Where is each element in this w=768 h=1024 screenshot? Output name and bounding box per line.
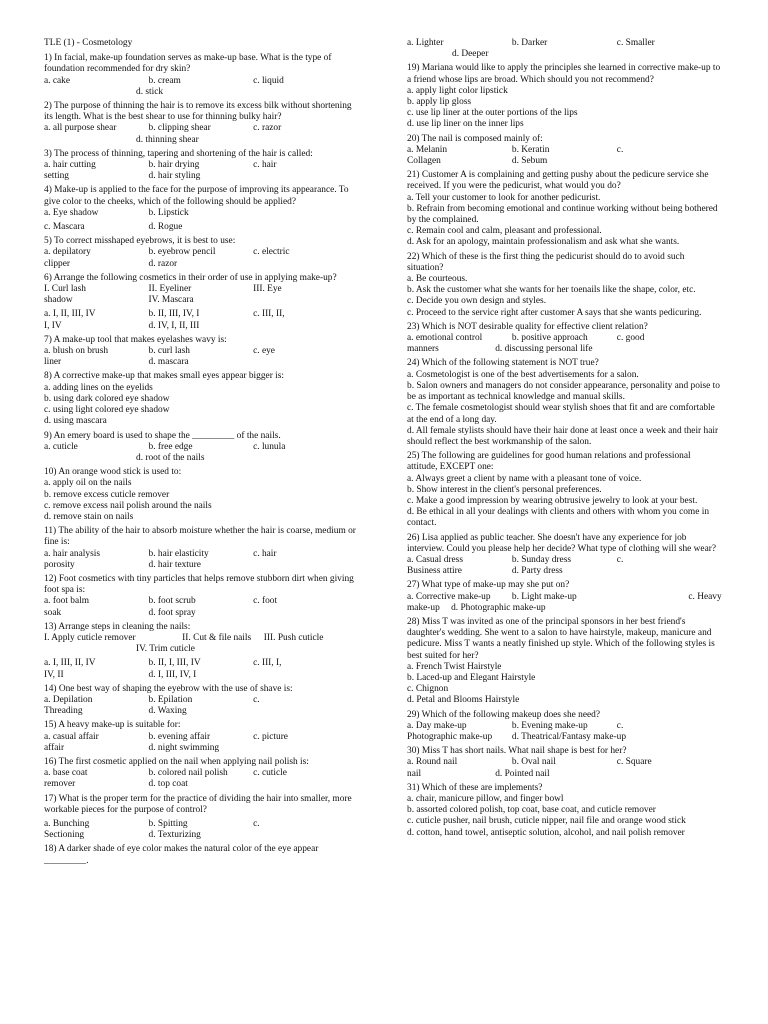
question-21 xyxy=(407,170,722,248)
option-c: c. lunula xyxy=(253,441,286,452)
option-c-continued: liner xyxy=(44,357,62,368)
option-a: a. cake xyxy=(44,75,71,86)
option-c-continued: Sectioning xyxy=(44,830,85,841)
option-c-continued: porosity xyxy=(44,559,75,570)
option-b: b. assorted colored polish, top coat, base coat, and cuticle remover xyxy=(407,805,656,816)
option-c-continued: Photographic make-up xyxy=(407,731,493,742)
option-c: c. cuticle pusher, nail brush, cuticle nipper, nail file and orange wood stick xyxy=(407,816,686,827)
question-14 xyxy=(44,684,358,718)
option-c: c. eye xyxy=(253,346,275,357)
question-2 xyxy=(44,101,358,146)
question-stem: 9) An emery board is used to shape the _________ of the nails. xyxy=(44,430,281,441)
option-d: d. hair styling xyxy=(148,171,201,182)
option-c: c. xyxy=(616,554,624,565)
option-c-continued: Threading xyxy=(44,706,83,717)
question-31 xyxy=(407,783,722,839)
option-a: a. chair, manicure pillow, and finger bowl xyxy=(407,794,564,804)
option-d: d. Theatrical/Fantasy make-up xyxy=(511,731,627,742)
question-stem: 8) A corrective make-up that makes small eyes appear bigger is: xyxy=(44,371,285,382)
option-b: b. Ask the customer what she wants for her toenails like the shape, color, etc. xyxy=(407,285,696,296)
option-b: b. II, I, III, IV xyxy=(148,658,201,669)
option-b: b. curl lash xyxy=(148,346,190,357)
option-a: a. Corrective make-up xyxy=(407,591,491,602)
question-10 xyxy=(44,467,358,523)
option-a: a. apply oil on the nails xyxy=(44,478,132,489)
option-d: d. Petal and Blooms Hairstyle xyxy=(407,695,520,706)
option-c-continued: setting xyxy=(44,171,69,182)
option-a: a. blush on brush xyxy=(44,346,109,357)
left-column xyxy=(44,38,358,870)
question-20 xyxy=(407,134,722,168)
question-stem: 20) The nail is composed mainly of: xyxy=(407,133,543,144)
option-c: c. xyxy=(253,694,260,705)
item-i: I. Apply cuticle remover xyxy=(44,632,136,643)
item-i: I. Curl lash xyxy=(44,284,86,295)
option-a: a. hair analysis xyxy=(44,548,100,559)
page-title: TLE (1) - Cosmetology xyxy=(44,38,133,48)
option-c: c. Chignon xyxy=(407,684,449,695)
item-iv: IV. Trim cuticle xyxy=(136,644,195,655)
option-d: d. Be ethical in all your dealings with clients and others with whom you come in contact. xyxy=(407,507,710,529)
option-c: c. Smaller xyxy=(616,38,655,48)
question-19 xyxy=(407,63,722,130)
option-b: b. eyebrow pencil xyxy=(148,247,216,258)
option-a: a. emotional control xyxy=(407,333,483,344)
option-d: d. foot spray xyxy=(148,607,196,618)
option-b: b. Show interest in the client's personal preferences. xyxy=(407,484,602,495)
question-stem: 24) Which of the following statement is NOT true? xyxy=(407,358,599,369)
option-a: a. base coat xyxy=(44,768,88,779)
option-a: a. Cosmetologist is one of the best advertisements for a salon. xyxy=(407,369,639,380)
option-d: d. thinning shear xyxy=(136,134,199,145)
question-stem: 19) Mariana would like to apply the principles she learned in corrective make-up to a friend whose lips are broad. Which should you not recommend? xyxy=(407,63,721,85)
option-d: d. Waxing xyxy=(148,706,187,717)
option-b: b. Light make-up xyxy=(511,591,577,602)
question-stem: 22) Which of these is the first thing the pedicurist should do to avoid such situation? xyxy=(407,251,685,273)
option-a: a. Bunching xyxy=(44,819,90,829)
question-23 xyxy=(407,322,722,356)
question-stem: 28) Miss T was invited as one of the principal sponsors in her best friend's daughter's wedding. She went to a salon to have hairstyle, makeup, manicure and pedicure. Miss T wants a neatly finished up style. Which of the following styles is best suited for her? xyxy=(407,616,715,661)
item-iii: III. Eye xyxy=(253,284,282,295)
option-a: a. hair cutting xyxy=(44,160,96,171)
item-ii: II. Eyeliner xyxy=(148,284,192,295)
option-c: c. Remain cool and calm, pleasant and professional. xyxy=(407,226,602,237)
question-stem: 10) An orange wood stick is used to: xyxy=(44,467,182,478)
question-5 xyxy=(44,236,358,270)
item-iii: III. Push cuticle xyxy=(263,632,324,643)
option-c-continued: Collagen xyxy=(407,156,441,167)
option-d: d. use lip liner on the inner lips xyxy=(407,119,524,130)
question-18 xyxy=(44,844,358,866)
option-c: c. hair xyxy=(253,160,277,171)
option-a: a. Lighter xyxy=(407,38,444,48)
option-c: c. Mascara xyxy=(44,222,85,233)
question-8 xyxy=(44,371,358,427)
question-stem: 29) Which of the following makeup does she need? xyxy=(407,709,601,720)
question-stem: 23) Which is NOT desirable quality for effective client relation? xyxy=(407,321,648,332)
option-c-continued: remover xyxy=(44,779,76,790)
option-d: d. Party dress xyxy=(511,566,563,577)
option-d: d. night swimming xyxy=(148,742,220,753)
option-a: a. Depilation xyxy=(44,694,93,705)
option-b: b. Darker xyxy=(511,38,548,48)
option-b: b. colored nail polish xyxy=(148,768,228,779)
question-1 xyxy=(44,53,358,98)
option-d: d. discussing personal life xyxy=(495,344,593,355)
option-c: c. III, I, xyxy=(253,658,282,669)
option-c: c. electric xyxy=(253,247,290,258)
question-stem: 17) What is the proper term for the practice of dividing the hair into smaller, more workable pieces for the purpose of control? xyxy=(44,793,352,815)
question-stem: 25) The following are guidelines for good human relations and professional attitude, EXCEPT one: xyxy=(407,451,691,473)
question-24 xyxy=(407,358,722,448)
question-16 xyxy=(44,757,358,791)
option-c-continued: manners xyxy=(407,344,439,355)
option-c: c. xyxy=(616,144,624,155)
option-a: a. foot balm xyxy=(44,596,90,607)
question-stem: 3) The process of thinning, tapering and shortening of the hair is called: xyxy=(44,148,313,159)
option-b: b. Epilation xyxy=(148,694,193,705)
option-c-continued: clipper xyxy=(44,258,71,269)
option-c: c. xyxy=(616,720,624,731)
option-a: a. French Twist Hairstyle xyxy=(407,661,502,672)
option-d: d. top coat xyxy=(148,779,188,790)
option-c-continued: I, IV xyxy=(44,320,62,331)
option-c: c. picture xyxy=(253,731,288,742)
option-c: c. remove excess nail polish around the nails xyxy=(44,500,212,511)
question-25 xyxy=(407,451,722,529)
option-a: a. Eye shadow xyxy=(44,207,99,218)
option-b: b. II, III, IV, I xyxy=(148,309,200,320)
option-b: b. Keratin xyxy=(511,144,550,155)
question-27 xyxy=(407,580,722,614)
option-d: d. Photographic make-up xyxy=(451,602,546,613)
option-c: c. liquid xyxy=(253,75,284,86)
option-b: b. Refrain from becoming emotional and continue working without being bothered by the complained. xyxy=(407,203,718,226)
option-b: b. positive approach xyxy=(511,333,588,344)
option-d: d. Pointed nail xyxy=(495,768,550,779)
question-stem: 16) The first cosmetic applied on the nail when applying nail polish is: xyxy=(44,756,309,767)
option-b: b. Spitting xyxy=(148,819,188,829)
question-22 xyxy=(407,252,722,319)
option-c-continued: IV, II xyxy=(44,669,64,680)
option-d: d. razor xyxy=(148,258,178,269)
option-a: a. I, II, III, IV xyxy=(44,309,96,320)
option-c-continued: nail xyxy=(407,768,422,779)
option-a: a. Round nail xyxy=(407,757,458,768)
question-7 xyxy=(44,335,358,369)
option-c: c. using light colored eye shadow xyxy=(44,405,170,416)
question-3 xyxy=(44,149,358,183)
option-c: c. The female cosmetologist should wear stylish shoes that fit and are comfortable at the end of a long day. xyxy=(407,403,715,425)
question-18-options xyxy=(407,38,722,60)
option-d: d. stick xyxy=(136,86,164,97)
option-b: b. Laced-up and Elegant Hairstyle xyxy=(407,672,536,683)
option-a: a. I, III, II, IV xyxy=(44,658,96,669)
option-c: c. hair xyxy=(253,548,277,559)
question-stem: 26) Lisa applied as public teacher. She doesn't have any experience for job interview. Could you please help her decide? What type of clothing will she wear? xyxy=(407,532,717,554)
question-stem: 4) Make-up is applied to the face for the purpose of improving its appearance. To give color to the cheeks, which of the following should be applied? xyxy=(44,185,349,207)
option-c: c. Heavy xyxy=(688,591,722,602)
option-d: d. root of the nails xyxy=(136,452,205,463)
question-26 xyxy=(407,533,722,578)
option-c: c. cuticle xyxy=(253,768,287,779)
question-28 xyxy=(407,617,722,707)
option-c: c. Make a good impression by wearing obtrusive jewelry to look at your best. xyxy=(407,495,698,506)
question-stem: 1) In facial, make-up foundation serves as make-up base. What is the type of foundation recommended for dry skin? xyxy=(44,53,332,75)
option-d: d. Rogue xyxy=(148,222,183,233)
option-a: a. casual affair xyxy=(44,731,99,742)
question-stem: 18) A darker shade of eye color makes the natural color of the eye appear _________. xyxy=(44,844,319,866)
option-d: d. All female stylists should have their hair done at least once a week and their hair should reflect the best workmanship of the salon. xyxy=(407,425,719,447)
question-stem: 27) What type of make-up may she put on? xyxy=(407,580,570,591)
option-d: d. Texturizing xyxy=(148,830,201,841)
question-stem: 14) One best way of shaping the eyebrow with the use of shave is: xyxy=(44,683,293,694)
option-d: d. Ask for an apology, maintain professionalism and ask what she wants. xyxy=(407,237,680,248)
question-stem: 7) A make-up tool that makes eyelashes wavy is: xyxy=(44,334,227,345)
question-15 xyxy=(44,720,358,754)
question-stem: 13) Arrange steps in cleaning the nails: xyxy=(44,621,191,632)
option-b: b. Evening make-up xyxy=(511,720,588,731)
option-d: d. using mascara xyxy=(44,416,107,427)
question-stem: 30) Miss T has short nails. What nail shape is best for her? xyxy=(407,746,627,757)
option-a: a. Always greet a client by name with a pleasant tone of voice. xyxy=(407,473,642,484)
option-a: a. Be courteous. xyxy=(407,274,468,285)
question-stem: 2) The purpose of thinning the hair is to remove its excess bilk without shortening its length. What is the best shear to use for thinning bulky hair? xyxy=(44,101,352,123)
question-4 xyxy=(44,185,358,233)
option-b: b. remove excess cuticle remover xyxy=(44,489,170,500)
option-d: d. mascara xyxy=(148,357,189,368)
option-a: a. Tell your customer to look for another pedicurist. xyxy=(407,192,601,203)
item-ii: II. Cut & file nails xyxy=(182,632,252,643)
option-d: c. Proceed to the service right after customer A says that she wants pedicuring. xyxy=(407,307,702,318)
option-d: d. IV, I, II, III xyxy=(148,320,200,331)
question-stem: 12) Foot cosmetics with tiny particles that helps remove stubborn dirt when giving foot spa is: xyxy=(44,573,354,596)
question-stem: 6) Arrange the following cosmetics in their order of use in applying make-up? xyxy=(44,272,337,283)
option-b: b. foot scrub xyxy=(148,596,196,607)
option-c: c. xyxy=(253,819,260,829)
question-17 xyxy=(44,794,358,842)
question-stem: 31) Which of these are implements? xyxy=(407,782,543,793)
question-stem: 15) A heavy make-up is suitable for: xyxy=(44,720,181,731)
option-a: a. depilatory xyxy=(44,247,91,258)
option-b: b. cream xyxy=(148,75,181,86)
option-c-continued: make-up xyxy=(407,602,440,613)
question-stem: 5) To correct misshaped eyebrows, it is best to use: xyxy=(44,236,236,247)
option-b: b. hair drying xyxy=(148,160,200,171)
question-stem: 21) Customer A is complaining and getting pushy about the pedicure service she received. If you were the pedicurist, what would you do? xyxy=(407,170,709,192)
question-13 xyxy=(44,622,358,681)
question-11 xyxy=(44,526,358,571)
option-b: b. Lipstick xyxy=(148,207,189,218)
option-a: a. Melanin xyxy=(407,144,448,155)
option-d: d. Sebum xyxy=(511,156,548,167)
question-stem: 11) The ability of the hair to absorb moisture whether the hair is coarse, medium or fine is: xyxy=(44,526,356,548)
option-a: a. Casual dress xyxy=(407,554,463,565)
option-c-continued: affair xyxy=(44,742,65,753)
option-b: b. Oval nail xyxy=(511,757,556,768)
option-d: d. cotton, hand towel, antiseptic solution, alcohol, and nail polish remover xyxy=(407,827,685,838)
option-b: b. Sunday dress xyxy=(511,554,572,565)
option-a: a. Day make-up xyxy=(407,720,467,731)
option-d: d. remove stain on nails xyxy=(44,511,134,522)
option-a: a. cuticle xyxy=(44,441,78,452)
item-iv: IV. Mascara xyxy=(148,295,194,306)
option-b: b. hair elasticity xyxy=(148,548,209,559)
option-c: c. foot xyxy=(253,596,278,607)
option-c: c. use lip liner at the outer portions of the lips xyxy=(407,108,578,119)
option-c: c. good xyxy=(616,333,645,344)
question-12 xyxy=(44,574,358,619)
question-6 xyxy=(44,273,358,332)
question-29 xyxy=(407,710,722,744)
option-b: b. evening affair xyxy=(148,731,211,742)
option-b: b. Salon owners and managers do not consider appearance, personality and poise to be as important as technical knowledge and manual skills. xyxy=(407,380,720,403)
option-c: c. Decide you own design and styles. xyxy=(407,296,547,307)
question-30 xyxy=(407,746,722,780)
option-b: b. apply lip gloss xyxy=(407,97,472,108)
option-a: a. apply light color lipstick xyxy=(407,85,508,96)
option-c-continued: Business attire xyxy=(407,566,462,577)
option-c: c. Square xyxy=(616,757,652,768)
option-d: d. hair texture xyxy=(148,559,201,570)
option-c: c. razor xyxy=(253,123,282,134)
option-d: d. Deeper xyxy=(452,49,489,60)
option-a: a. all purpose shear xyxy=(44,123,117,134)
option-b: b. free edge xyxy=(148,441,193,452)
question-9 xyxy=(44,431,358,465)
option-b: b. using dark colored eye shadow xyxy=(44,393,170,404)
option-c: c. III, II, xyxy=(253,309,285,320)
right-column xyxy=(407,38,722,842)
item-iii-continued: shadow xyxy=(44,295,73,306)
option-a: a. adding lines on the eyelids xyxy=(44,382,153,393)
option-b: b. clipping shear xyxy=(148,123,211,134)
option-d: d. I, III, IV, I xyxy=(148,669,197,680)
option-c-continued: soak xyxy=(44,607,62,618)
